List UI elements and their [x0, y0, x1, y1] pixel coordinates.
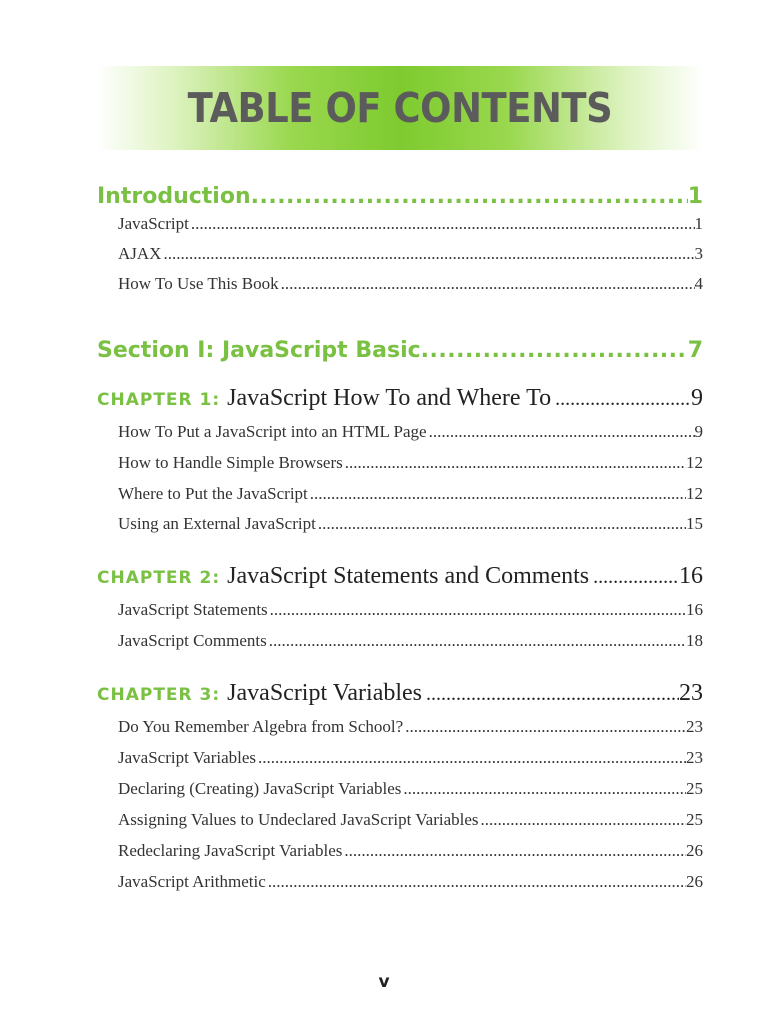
dot-leader	[256, 748, 686, 768]
entry-label: How To Put a JavaScript into an HTML Page	[118, 422, 427, 441]
page-title: TABLE OF CONTENTS	[187, 84, 613, 132]
entry-page: 15	[686, 514, 703, 533]
dot-leader	[422, 683, 679, 706]
dot-leader	[189, 214, 695, 234]
toc-subentry[interactable]	[118, 514, 703, 534]
entry-label: Redeclaring JavaScript Variables	[118, 841, 343, 860]
entry-label: Do You Remember Algebra from School?	[118, 717, 404, 736]
entry-label: JavaScript	[118, 214, 189, 233]
entry-page: 7	[687, 338, 703, 363]
chapter-prefix: CHAPTER 1:	[97, 390, 221, 410]
entry-label: How To Use This Book	[118, 274, 279, 293]
toc-subentry[interactable]	[118, 484, 703, 504]
toc-entry-section-1[interactable]	[97, 338, 703, 363]
entry-page: 12	[686, 484, 703, 503]
entry-page: 12	[686, 453, 703, 472]
toc-subentry[interactable]	[118, 717, 703, 737]
chapter-prefix: CHAPTER 2:	[97, 568, 221, 588]
entry-page: 9	[694, 422, 703, 441]
entry-label: Using an External JavaScript	[118, 514, 316, 533]
entry-page: 9	[691, 385, 703, 411]
entry-label: JavaScript Variables	[118, 748, 257, 767]
entry-page: 1	[687, 184, 703, 209]
toc-subentry[interactable]	[118, 244, 703, 264]
chapter-prefix: CHAPTER 3:	[97, 685, 221, 705]
toc-subentry[interactable]	[118, 779, 703, 799]
dot-leader	[251, 184, 688, 209]
page-number: v	[378, 972, 390, 992]
dot-leader	[316, 514, 686, 534]
dot-leader	[268, 600, 686, 620]
toc-entry-chapter-2[interactable]	[97, 563, 703, 590]
toc-subentry[interactable]	[118, 748, 703, 768]
dot-leader	[589, 566, 679, 589]
entry-label: Introduction	[97, 184, 251, 209]
entry-page: 26	[686, 841, 703, 860]
toc-subentry[interactable]	[118, 810, 703, 830]
entry-label: JavaScript Arithmetic	[118, 872, 266, 891]
entry-label: JavaScript Statements	[118, 600, 268, 619]
dot-leader	[161, 244, 694, 264]
entry-label: Where to Put the JavaScript	[118, 484, 308, 503]
entry-page: 23	[686, 748, 703, 767]
dot-leader	[551, 388, 691, 411]
entry-label: JavaScript How To and Where To	[227, 385, 552, 411]
dot-leader	[279, 274, 695, 294]
toc-entry-chapter-3[interactable]	[97, 680, 703, 707]
entry-page: 3	[694, 244, 703, 263]
entry-label: JavaScript Variables	[227, 680, 423, 706]
entry-page: 18	[686, 631, 703, 650]
entry-page: 23	[679, 680, 703, 706]
entry-label: Section I: JavaScript Basic	[97, 338, 421, 363]
entry-label: Declaring (Creating) JavaScript Variables	[118, 779, 402, 798]
entry-page: 16	[679, 563, 703, 589]
entry-page: 16	[686, 600, 703, 619]
toc-subentry[interactable]	[118, 872, 703, 892]
dot-leader	[401, 779, 686, 799]
toc-subentry[interactable]	[118, 453, 703, 473]
toc-banner	[97, 66, 703, 150]
entry-label: JavaScript Statements and Comments	[227, 563, 590, 589]
toc-subentry[interactable]	[118, 841, 703, 861]
entry-page: 23	[686, 717, 703, 736]
dot-leader	[308, 484, 686, 504]
toc-subentry[interactable]	[118, 214, 703, 234]
dot-leader	[266, 872, 686, 892]
entry-label: How to Handle Simple Browsers	[118, 453, 343, 472]
dot-leader	[479, 810, 686, 830]
dot-leader	[427, 422, 695, 442]
dot-leader	[342, 841, 686, 861]
toc-subentry[interactable]	[118, 422, 703, 442]
dot-leader	[421, 338, 688, 363]
entry-label: Assigning Values to Undeclared JavaScript Variables	[118, 810, 479, 829]
toc-subentry[interactable]	[118, 631, 703, 651]
toc-subentry[interactable]	[118, 600, 703, 620]
entry-page: 25	[686, 810, 703, 829]
entry-page: 26	[686, 872, 703, 891]
toc-entry-chapter-1[interactable]	[97, 385, 703, 412]
entry-label: JavaScript Comments	[118, 631, 267, 650]
entry-page: 4	[694, 274, 703, 293]
dot-leader	[403, 717, 686, 737]
entry-label: AJAX	[118, 244, 162, 263]
entry-page: 1	[694, 214, 703, 233]
dot-leader	[267, 631, 686, 651]
toc-entry-introduction[interactable]	[97, 184, 703, 209]
dot-leader	[343, 453, 686, 473]
toc-subentry[interactable]	[118, 274, 703, 294]
entry-page: 25	[686, 779, 703, 798]
